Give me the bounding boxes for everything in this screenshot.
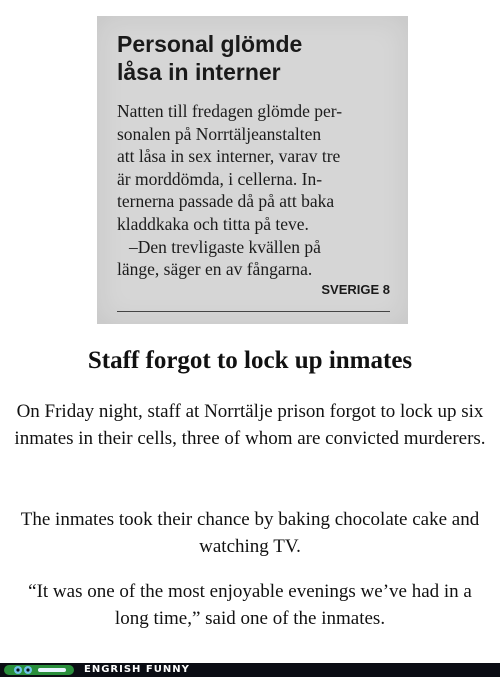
translation-paragraph: On Friday night, staff at Norrtälje prison forgot to lock up six inmates in their cells, three of whom are convicted murderers. [14,401,486,449]
clipping-body-line: Natten till fredagen glömde per- [117,101,343,121]
clipping-body-line: länge, säger en av fångarna. [117,259,313,280]
clipping-headline [117,30,402,86]
newspaper-clipping [97,16,408,324]
footer-bar [0,663,500,677]
clipping-body-line: att låsa in sex interner, varav tre [117,146,341,167]
translation-paragraph: The inmates took their chance by baking chocolate cake and watching TV. [20,509,480,557]
translation-title: Staff forgot to lock up inmates [87,347,413,374]
clipping-body-line: –Den trevligaste kvällen på [129,236,321,257]
clipping-section-label: SVERIGE 8 [321,282,390,297]
translation-paragraph: “It was one of the most enjoyable evenings we’ve had in a long time,” said one of the inmates. [28,581,472,629]
clipping-body-line: är morddömda, i cellerna. In- [117,168,323,189]
engrish-logo-icon [4,664,74,676]
footer-brand: ENGRISH FUNNY [84,664,190,675]
clipping-body [117,100,402,281]
clipping-headline-line: Personal glömde [117,31,303,57]
clipping-headline-line: låsa in interner [117,59,281,85]
clipping-body-line: ternerna passade då på att baka [117,191,335,212]
clipping-divider [117,311,390,312]
clipping-body-line: kladdkaka och titta på teve. [117,213,309,234]
clipping-body-line: sonalen på Norrtäljeanstalten [117,123,322,144]
